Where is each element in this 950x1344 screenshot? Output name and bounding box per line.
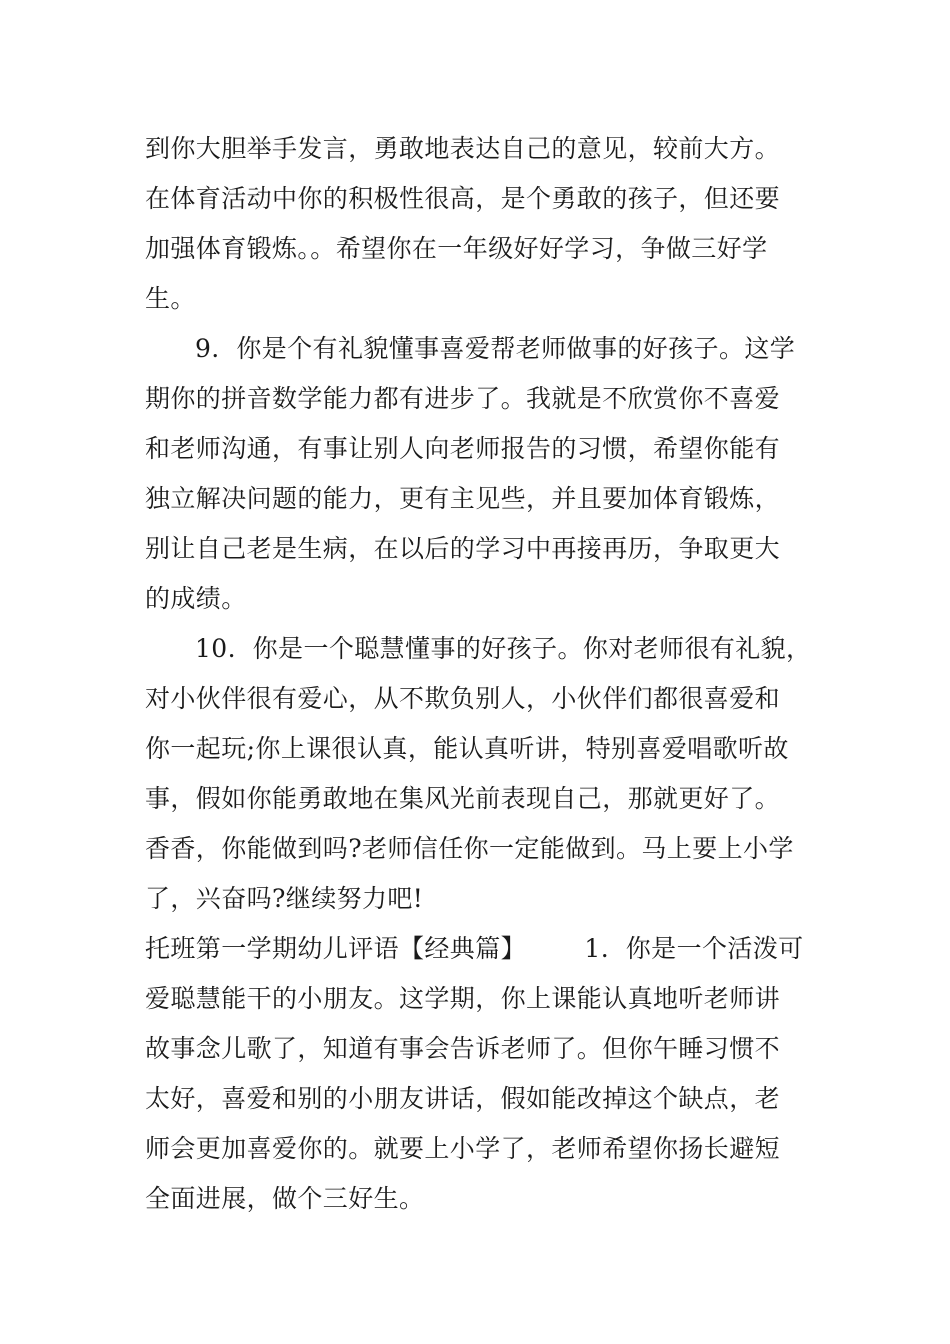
paragraph-line: 事，假如你能勇敢地在集风光前表现自己，那就更好了。 [145, 784, 781, 813]
paragraph-line: 和老师沟通，有事让别人向老师报告的习惯，希望你能有 [145, 434, 781, 463]
paragraph-line: 对小伙伴很有爱心，从不欺负别人，小伙伴们都很喜爱和 [145, 684, 781, 713]
paragraph-line: 师会更加喜爱你的。就要上小学了，老师希望你扬长避短 [145, 1134, 781, 1163]
item-9-first-line: 9. 你是个有礼貌懂事喜爱帮老师做事的好孩子。这学 [195, 334, 796, 363]
paragraph-line: 生。 [145, 284, 196, 313]
paragraph-line: 在体育活动中你的积极性很高，是个勇敢的孩子，但还要 [145, 184, 781, 213]
paragraph-line: 香香，你能做到吗?老师信任你一定能做到。马上要上小学 [145, 834, 794, 863]
paragraph-line: 爱聪慧能干的小朋友。这学期，你上课能认真地听老师讲 [145, 984, 781, 1013]
item-10-first-line: 10. 你是一个聪慧懂事的好孩子。你对老师很有礼貌， [195, 634, 812, 663]
paragraph-line: 太好，喜爱和别的小朋友讲话，假如能改掉这个缺点，老 [145, 1084, 781, 1113]
paragraph-line: 了，兴奋吗?继续努力吧! [145, 884, 424, 913]
paragraph-line: 独立解决问题的能力，更有主见些，并且要加体育锻炼， [145, 484, 781, 513]
paragraph-line: 故事念儿歌了，知道有事会告诉老师了。但你午睡习惯不 [145, 1034, 781, 1063]
paragraph-line: 到你大胆举手发言，勇敢地表达自己的意见，较前大方。 [145, 134, 781, 163]
paragraph-line: 期你的拼音数学能力都有进步了。我就是不欣赏你不喜爱 [145, 384, 781, 413]
paragraph-line: 的成绩。 [145, 584, 247, 613]
paragraph-line: 别让自己老是生病，在以后的学习中再接再历，争取更大 [145, 534, 781, 563]
paragraph-line: 全面进展，做个三好生。 [145, 1184, 425, 1213]
section-heading-line: 托班第一学期幼儿评语【经典篇】 1. 你是一个活泼可 [145, 934, 804, 963]
paragraph-line: 你一起玩;你上课很认真，能认真听讲，特别喜爱唱歌听故 [145, 734, 789, 763]
paragraph-line: 加强体育锻炼。。希望你在一年级好好学习，争做三好学 [145, 234, 768, 263]
